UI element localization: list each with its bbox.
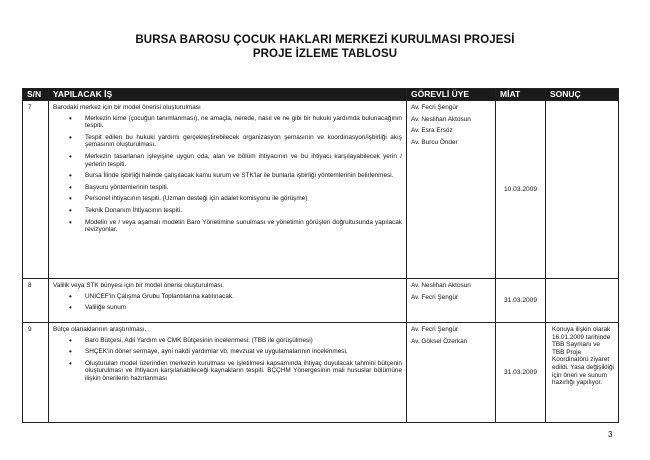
task-bullet: • UNICEF'in Çalışma Grubu Toplantılarına katılınacak. xyxy=(75,293,402,301)
task-bullet: • Teknik Donanım İhtiyacının tespiti. xyxy=(75,207,402,215)
deadline-date: 31.03.2009 xyxy=(503,368,537,376)
task-bullet-list xyxy=(53,115,402,234)
column-header-deadline: MİAT xyxy=(496,89,546,101)
result-cell: Konuya ilişkin olarak 16.01.2009 tarihinde TBB Saymanı ve TBB Proje Koordinatörü ziyaret edildi. Yasa değişikliği için öneri ve sunum hazırlığı yapılıyor. xyxy=(546,323,619,423)
document-title: BURSA BAROSU ÇOCUK HAKLARI MERKEZİ KURULMASI PROJESİ xyxy=(135,34,515,46)
task-cell xyxy=(49,279,407,323)
task-bullet: • Baro Bütçesi, Adli Yardım ve CMK Bütçesinin incelenmesi; (TBB ile görüşülmesi) xyxy=(75,337,402,345)
task-bullet: • Personel ihtiyacının tespiti. (Uzman desteği için adalet komisyonu ile görüşme) xyxy=(75,195,402,203)
table-row xyxy=(23,101,619,279)
task-intro: Bütçe olanaklarının araştırılması. xyxy=(53,326,147,333)
assigned-members xyxy=(407,101,496,279)
document-subtitle: PROJE İZLEME TABLOSU xyxy=(252,48,398,60)
row-number: 8 xyxy=(23,279,49,323)
task-bullet: • Başvuru yöntemlerinin tespiti. xyxy=(75,184,402,192)
member-name: Av. Esra Ersöz xyxy=(411,127,453,135)
task-bullet: • Merkezin kime (çocuğun tanımlanması), ne amaçla, nerede, nasıl ve ne gibi bir hukuki yardımda bulunacağının tespiti. xyxy=(75,115,402,130)
page-number: 3 xyxy=(608,430,613,439)
task-cell xyxy=(49,101,407,279)
member-name: Av. Burcu Önder xyxy=(411,138,458,146)
member-name: Av. Fecri Şengür xyxy=(411,104,459,111)
assigned-members xyxy=(407,323,496,423)
result-cell xyxy=(546,279,619,323)
deadline-date: 31.03.2009 xyxy=(503,296,537,304)
task-intro: Barodaki merkez için bir model önerisi oluşturulması xyxy=(53,104,201,111)
table-row xyxy=(23,323,619,423)
deadline-date: 10.03.2009 xyxy=(503,185,537,193)
row-number: 9 xyxy=(23,323,49,423)
row-number: 7 xyxy=(23,101,49,279)
deadline-cell xyxy=(496,279,546,323)
column-header-task: YAPILACAK İŞ xyxy=(49,89,407,101)
task-bullet: • Tespit edilen bu hukuki yardımı gerçekleştirebilecek organizasyon şemasının ve koordinasyon/işbirliği akış şemasının oluşturulması. xyxy=(75,134,402,149)
column-header-member: GÖREVLİ ÜYE xyxy=(407,89,496,101)
deadline-cell xyxy=(496,101,546,279)
task-bullet: • Merkezin tasarlanan işleyişine uygun oda, alan ve bölüm ihtiyacının ve bu ihtiyacı karşılayabilecek yerin / yerlerin tespiti. xyxy=(75,153,402,168)
table-row xyxy=(23,279,619,323)
task-bullet: • Bursa İlinde işbirliği halinde çalışılacak kamu kurum ve STK'lar ile bunlarla işbirliği yöntemlerinin belirlenmesi. xyxy=(75,172,402,180)
member-name: Av. Fecri Şengür xyxy=(411,293,459,301)
task-bullet: • Modelin ve / veya aşamalı modelin Baro Yönetimine sunulması ve yönetimin görüşleri doğrultusunda yapılacak revizyonlar. xyxy=(75,219,402,234)
task-bullet-list xyxy=(53,337,402,383)
member-name: Av. Neslihan Aktosun xyxy=(411,115,471,123)
column-header-result: SONUÇ xyxy=(546,89,619,101)
result-cell xyxy=(546,101,619,279)
member-name: Av. Fecri Şengür xyxy=(411,326,459,333)
task-bullet: • Valiliğe sunum xyxy=(75,304,402,312)
task-bullet: • SHÇEK'in döner sermaye, ayni nakdi yardımlar vb. mevzuat ve uygulamalarının incelenmesi, xyxy=(75,348,402,356)
member-name: Av. Göksel Özerkan xyxy=(411,337,468,345)
monitoring-table xyxy=(22,88,619,423)
task-bullet-list xyxy=(53,293,402,312)
assigned-members xyxy=(407,279,496,323)
deadline-cell xyxy=(496,323,546,423)
task-intro: Valilik veya STK bünyesi için bir model önerisi oluşturulması. xyxy=(53,282,225,289)
task-bullet: • Oluşturulan model üzerinden merkezin kurulması ve işletilmesi kapsamında ihtiyaç duyulacak tahmini bütçenin oluşturulması ve ihtiyacın karşılanabileceği kaynakların tespiti. BÇÇHM Yönergesinin mali hususlar bölümüne ilişkin önerilerin hazırlanması xyxy=(75,360,402,383)
column-header-sn: S/N xyxy=(23,89,49,101)
table-header-row xyxy=(23,89,619,101)
task-cell xyxy=(49,323,407,423)
member-name: Av. Neslihan Aktosun xyxy=(411,282,471,289)
